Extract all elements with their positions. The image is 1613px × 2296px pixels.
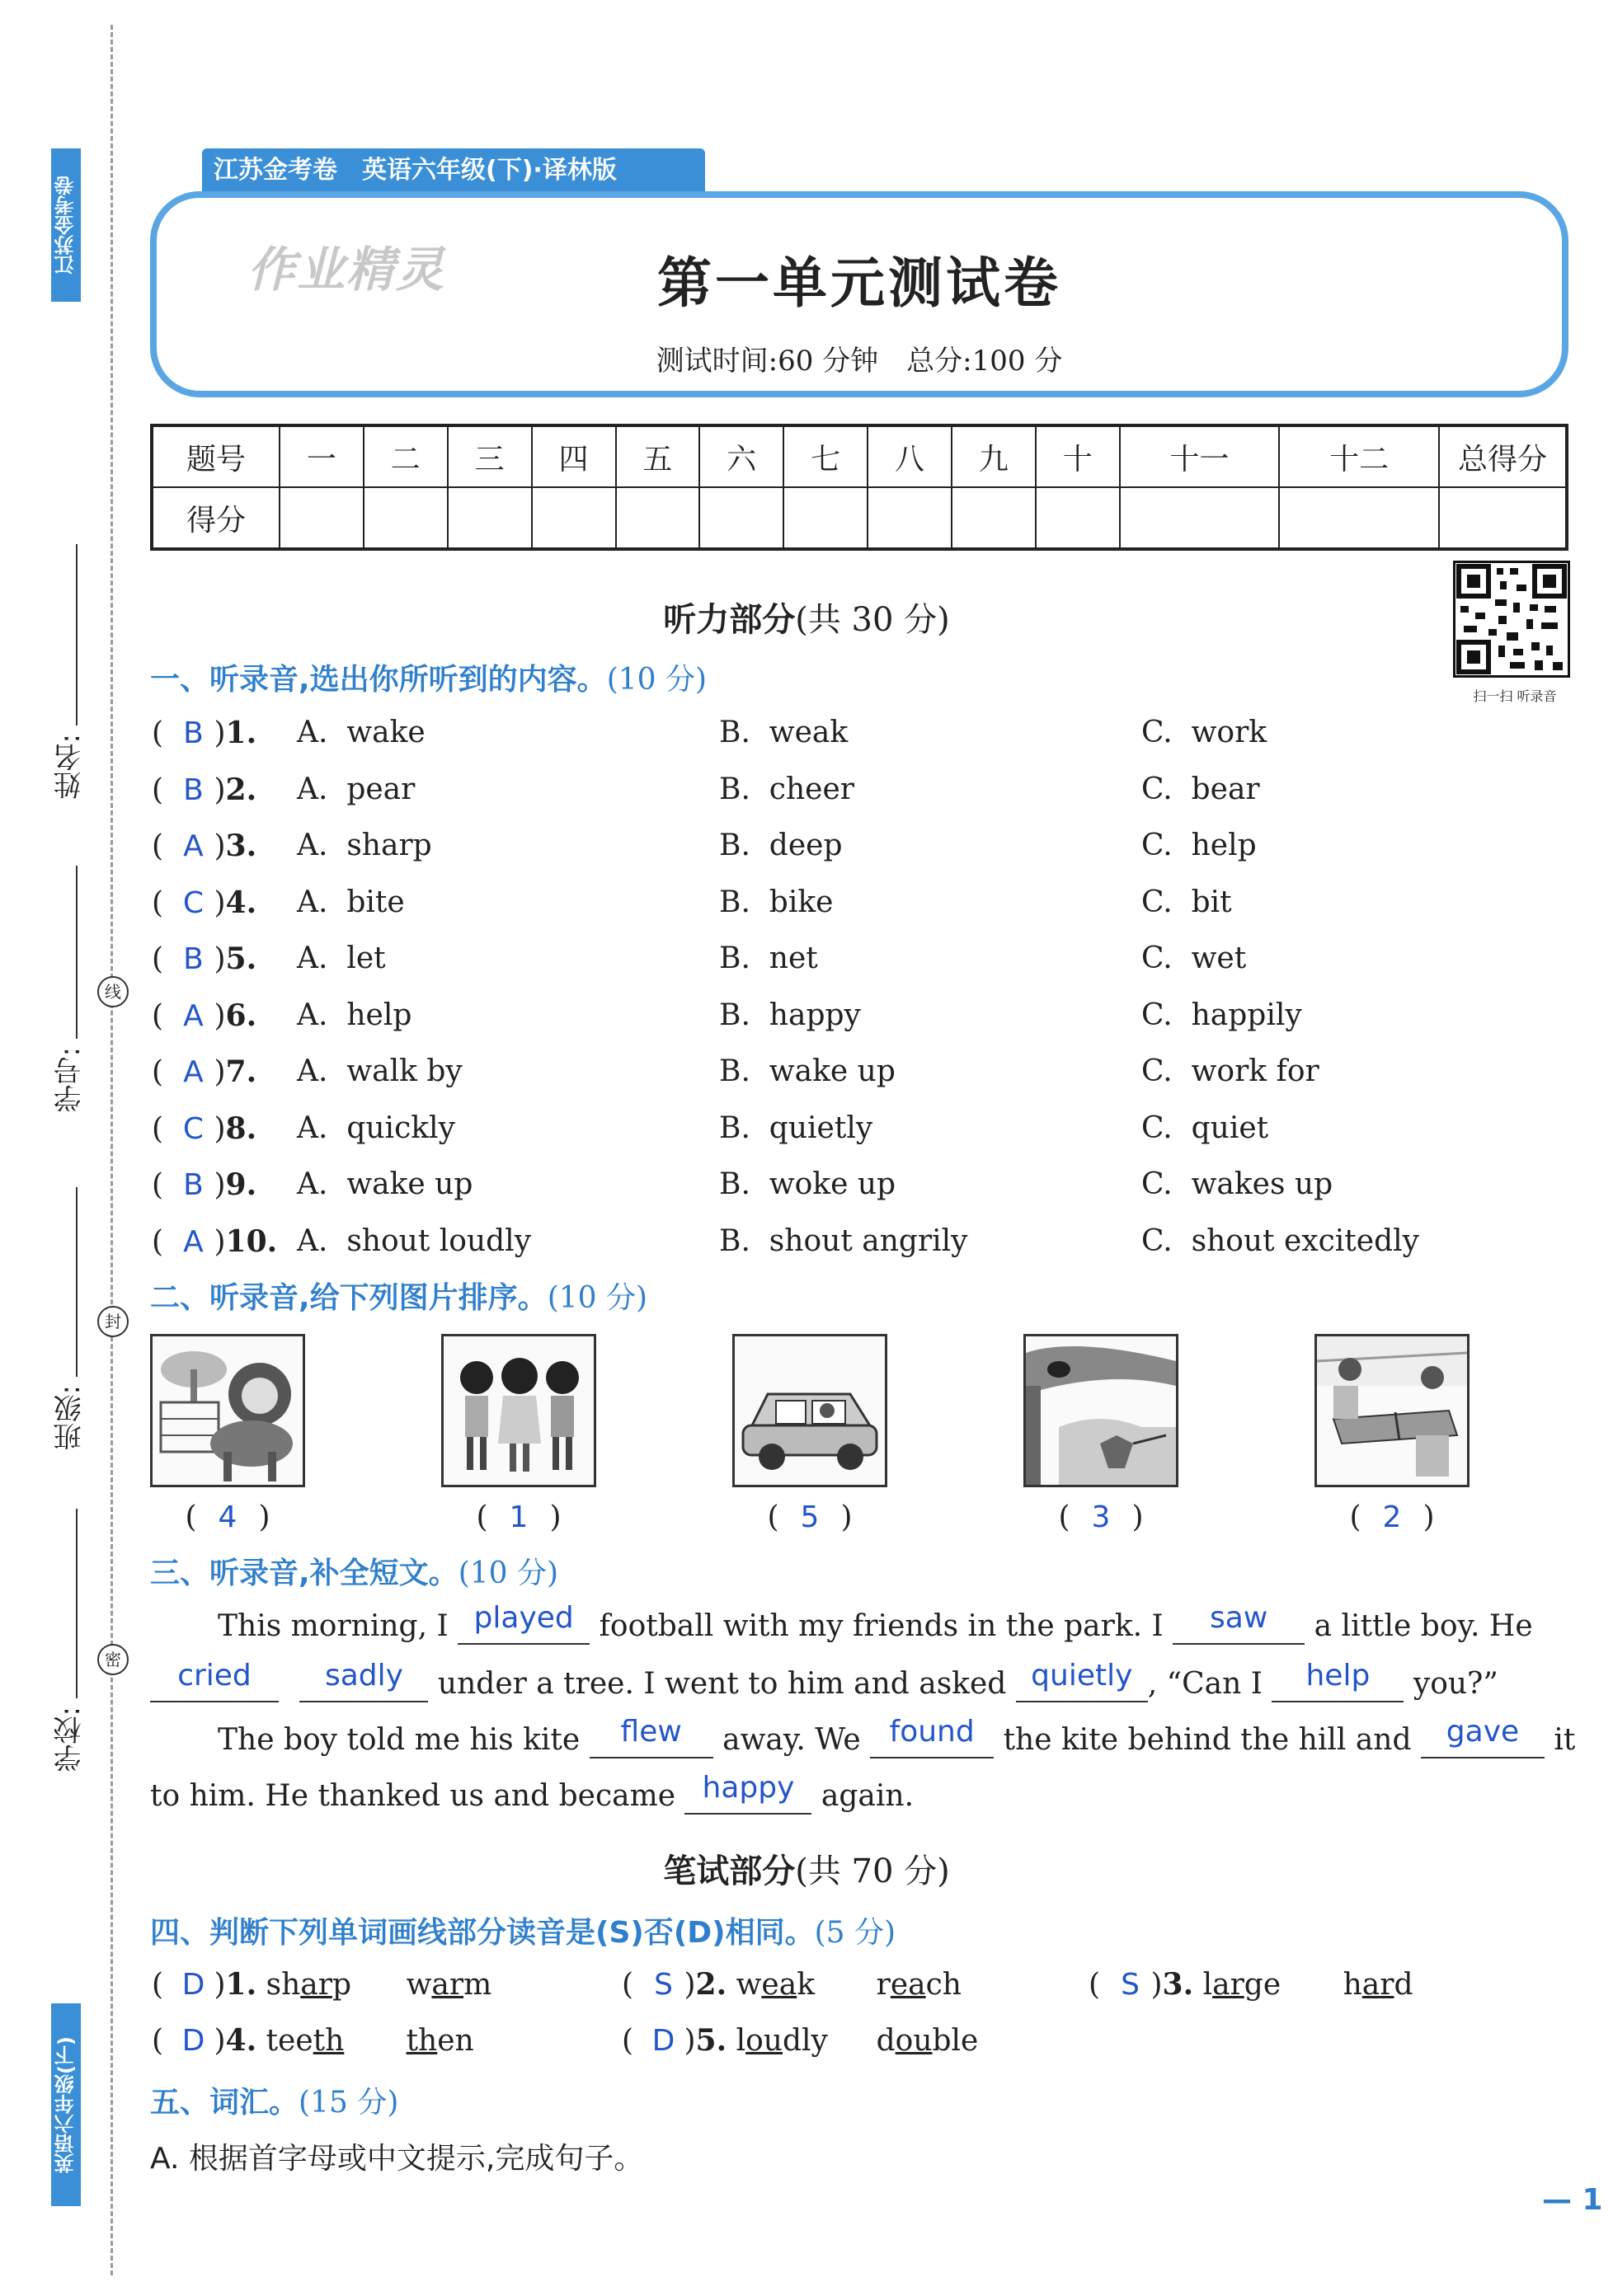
blank-1-answer: played <box>473 1601 574 1635</box>
word-1 <box>266 1968 407 2002</box>
table-cell: 七 <box>783 425 868 487</box>
binding-dashed-line <box>111 25 113 2275</box>
picture-5-answer: 2 <box>1382 1500 1402 1534</box>
answer-choice[interactable]: B <box>183 942 204 976</box>
question-number: ( B )1. <box>152 716 257 750</box>
word-part: m <box>463 1968 492 2002</box>
table-cell: 九 <box>952 425 1036 487</box>
question-number: ( C )4. <box>152 885 257 920</box>
option-a: A. let <box>297 941 386 975</box>
option-c: C. help <box>1141 829 1257 862</box>
word-part: w <box>406 1968 432 2002</box>
section-5-points: (15 分) <box>299 2086 399 2120</box>
pronunciation-item: ( D )1. sharp warm <box>152 1967 492 2002</box>
passage-text: you?” <box>1413 1667 1498 1701</box>
option-a-text: help <box>346 998 412 1032</box>
picture-fox-crow <box>1023 1334 1178 1487</box>
passage-text: , “Can I <box>1147 1667 1263 1701</box>
answer-choice[interactable]: S <box>654 1968 673 2002</box>
blank-5-answer: quietly <box>1031 1659 1133 1693</box>
blank-2[interactable] <box>1173 1601 1305 1645</box>
option-c: C. happily <box>1141 998 1302 1032</box>
underlined-part: th <box>406 2024 438 2058</box>
score-cell[interactable] <box>616 487 700 549</box>
passage-line-3 <box>218 1715 1576 1758</box>
table-cell: 二 <box>364 425 448 487</box>
passage-text: football with my friends in the park. I <box>599 1609 1164 1643</box>
option-c-text: work for <box>1191 1054 1319 1088</box>
word-part: l <box>1202 1968 1213 2002</box>
section-5a-instruction: A. 根据首字母或中文提示,完成句子。 <box>150 2142 644 2176</box>
score-cell[interactable] <box>952 487 1036 549</box>
passage-text: the kite behind the hill and <box>1003 1723 1412 1757</box>
picture-1-order: ( 4 ) <box>185 1500 270 1534</box>
option-c-text: happily <box>1191 998 1302 1032</box>
score-table <box>150 424 1568 551</box>
option-a: A. shout loudly <box>297 1223 532 1258</box>
option-a: A. sharp <box>297 829 432 862</box>
table-cell: 八 <box>868 425 952 487</box>
score-cell[interactable] <box>1036 487 1120 549</box>
table-cell: 总得分 <box>1439 425 1567 487</box>
question-number: ( A )10. <box>152 1223 278 1259</box>
table-cell: 四 <box>532 425 616 487</box>
option-c-text: bear <box>1191 772 1260 806</box>
question-number: ( B )5. <box>152 941 257 976</box>
option-b-text: shout angrily <box>769 1223 968 1258</box>
score-table-score-row <box>152 487 1567 549</box>
word-2 <box>877 2024 979 2058</box>
item-number: 10. <box>225 1223 278 1259</box>
pronunciation-item: ( S )2. weak reach <box>622 1967 962 2002</box>
option-a: A. wake <box>297 716 426 749</box>
table-cell: 得分 <box>152 487 280 549</box>
table-cell: 十 <box>1036 425 1120 487</box>
option-c-text: wakes up <box>1191 1167 1333 1201</box>
underlined-part: ar <box>1361 1968 1394 2002</box>
option-a: A. bite <box>297 885 405 919</box>
passage-text: a little boy. He <box>1314 1609 1533 1643</box>
underlined-part: ar <box>300 1968 332 2002</box>
score-cell[interactable] <box>448 487 532 549</box>
blank-10-answer: happy <box>702 1771 795 1805</box>
item-number: 9. <box>225 1167 257 1202</box>
score-cell[interactable] <box>280 487 364 549</box>
option-a-text: wake up <box>346 1167 473 1201</box>
answer-choice[interactable]: A <box>183 1224 204 1259</box>
page-title: 第一单元测试卷 <box>657 251 1061 315</box>
word-1 <box>1203 1968 1343 2002</box>
picture-4-answer: 3 <box>1091 1500 1111 1534</box>
option-a: A. help <box>297 998 412 1032</box>
table-cell: 一 <box>280 425 364 487</box>
option-b: B. bike <box>719 885 834 919</box>
blank-9-answer: gave <box>1446 1715 1520 1749</box>
class-field-label: 班级: <box>54 1385 87 1451</box>
word-part: k <box>797 1968 816 2002</box>
school-field-label: 学校: <box>54 1707 87 1772</box>
section-2-heading: 二、听录音,给下列图片排序。 <box>150 1281 548 1315</box>
item-number: 7. <box>225 1054 257 1089</box>
score-cell[interactable] <box>364 487 448 549</box>
word-1 <box>736 2024 877 2058</box>
blank-4-answer: sadly <box>324 1659 403 1693</box>
picture-three-kids <box>441 1334 596 1487</box>
question-number: ( A )3. <box>152 829 257 863</box>
pronunciation-item: ( D )5. loudly double <box>622 2023 979 2058</box>
answer-choice[interactable]: A <box>183 998 204 1033</box>
word-part: ch <box>925 1968 962 2002</box>
option-c-text: work <box>1191 716 1267 749</box>
option-a: A. wake up <box>297 1167 473 1201</box>
underlined-part: ea <box>761 1968 797 2002</box>
section-5-title <box>150 2079 398 2121</box>
word-2 <box>1343 1968 1413 2002</box>
option-b: B. deep <box>719 829 843 862</box>
listening-part-label: 听力部分 <box>663 600 796 639</box>
item-number: 6. <box>225 998 257 1033</box>
seal-feng: 封 <box>97 1306 129 1337</box>
blank-6-answer: help <box>1305 1659 1371 1693</box>
blank-5[interactable] <box>1016 1659 1148 1702</box>
underlined-part: ar <box>431 1968 464 2002</box>
blank-7[interactable] <box>590 1715 713 1758</box>
item-number: 2. <box>225 772 257 807</box>
option-a-text: wake <box>346 716 426 749</box>
blank-3[interactable] <box>150 1659 279 1702</box>
series-tab: 江苏金考卷 英语六年级(下)·译林版 <box>202 148 705 193</box>
section-4-title <box>150 1909 896 1951</box>
option-b: B. woke up <box>719 1167 896 1201</box>
item-number: 3. <box>225 829 257 863</box>
word-2 <box>407 2024 474 2058</box>
item-number: 4. <box>225 885 257 920</box>
option-c: C. quiet <box>1141 1110 1269 1145</box>
table-cell: 十一 <box>1120 425 1280 487</box>
word-1 <box>266 2024 407 2058</box>
underlined-part: ou <box>895 2024 933 2058</box>
table-cell: 十二 <box>1279 425 1439 487</box>
option-b: B. net <box>719 941 818 975</box>
picture-3-order: ( 5 ) <box>767 1500 853 1534</box>
item-number: 5. <box>225 941 257 976</box>
underlined-part: ea <box>890 1968 926 2002</box>
option-b: B. wake up <box>719 1054 896 1088</box>
passage-text: to him. He thanked us and became <box>150 1779 676 1813</box>
option-c-text: shout excitedly <box>1191 1223 1419 1258</box>
option-b: B. happy <box>719 998 861 1032</box>
blank-7-answer: flew <box>620 1715 682 1749</box>
option-a-text: sharp <box>346 829 432 862</box>
question-number: ( A )6. <box>152 998 257 1033</box>
option-b-text: quietly <box>769 1110 873 1145</box>
picture-4-order: ( 3 ) <box>1058 1500 1144 1534</box>
picture-2-order: ( 1 ) <box>476 1500 562 1534</box>
item-number: 2. <box>695 1967 727 2002</box>
answer-choice[interactable]: D <box>651 2024 675 2058</box>
answer-choice[interactable]: B <box>183 716 204 750</box>
option-b: B. cheer <box>719 772 854 806</box>
word-part: h <box>1343 1968 1362 2002</box>
option-b-text: happy <box>769 998 861 1032</box>
table-cell: 六 <box>699 425 783 487</box>
underlined-part: th <box>313 2024 345 2058</box>
word-part: ble <box>932 2024 979 2058</box>
answer-choice[interactable]: B <box>183 1168 204 1202</box>
table-cell: 题号 <box>152 425 280 487</box>
score-table-header-row <box>152 425 1567 487</box>
option-c: C. work <box>1141 716 1267 749</box>
word-part: d <box>1394 1968 1413 2002</box>
option-b-text: deep <box>769 829 843 862</box>
passage-line-2 <box>150 1659 1568 1702</box>
section-4-heading: 四、判断下列单词画线部分读音是(S)否(D)相同。 <box>150 1916 815 1950</box>
score-cell[interactable] <box>699 487 783 549</box>
score-cell[interactable] <box>868 487 952 549</box>
side-series-tag: 江苏金考卷 <box>51 148 81 302</box>
seal-xian: 线 <box>97 976 129 1007</box>
listening-part-points: (共 30 分) <box>795 601 950 639</box>
blank-1[interactable] <box>458 1601 590 1645</box>
item-number: 3. <box>1162 1967 1194 2002</box>
option-a-text: pear <box>346 772 416 806</box>
watermark-logo: 作业精灵 <box>247 242 446 298</box>
picture-3-answer: 5 <box>800 1500 820 1534</box>
option-b-text: bike <box>769 885 834 919</box>
side-grade-tag: 英语六年级(下) <box>51 2003 81 2206</box>
word-part: tee <box>266 2024 313 2058</box>
answer-choice[interactable]: A <box>183 829 204 863</box>
score-cell[interactable] <box>532 487 616 549</box>
score-cell[interactable] <box>1279 487 1439 549</box>
writing-part-points: (共 70 分) <box>795 1852 950 1890</box>
word-part: sh <box>266 1968 301 2002</box>
answer-choice[interactable]: A <box>183 1055 204 1089</box>
section-5-heading: 五、词汇。 <box>150 2086 299 2120</box>
school-field-line <box>76 1509 78 1698</box>
writing-part-label: 笔试部分 <box>663 1852 796 1890</box>
item-number: 1. <box>225 716 257 750</box>
word-part: d <box>876 2024 896 2058</box>
option-a: A. walk by <box>297 1054 463 1088</box>
option-c-text: bit <box>1191 885 1232 919</box>
passage-text: away. We <box>722 1723 861 1757</box>
answer-choice[interactable]: C <box>182 1111 205 1146</box>
word-part: p <box>332 1968 351 2002</box>
word-part: r <box>876 1968 891 2002</box>
answer-choice[interactable]: D <box>181 2024 205 2058</box>
word-part: en <box>437 2024 474 2058</box>
passage-text: under a tree. I went to him and asked <box>437 1667 1007 1701</box>
student-id-field-label: 学号: <box>54 1047 87 1113</box>
word-part: w <box>736 1968 762 2002</box>
option-a-text: quickly <box>346 1110 455 1145</box>
question-number: ( B )9. <box>152 1167 257 1202</box>
score-cell[interactable] <box>1439 487 1567 549</box>
score-cell[interactable] <box>783 487 868 549</box>
option-c-text: help <box>1191 829 1257 862</box>
question-number: ( C )8. <box>152 1110 257 1146</box>
picture-5-order: ( 2 ) <box>1349 1500 1435 1534</box>
seal-mi: 密 <box>97 1644 129 1675</box>
section-2-points: (10 分) <box>547 1281 648 1315</box>
option-a-text: shout loudly <box>346 1223 532 1258</box>
answer-choice[interactable]: S <box>1121 1968 1140 2002</box>
option-b-text: wake up <box>769 1054 896 1088</box>
section-4-points: (5 分) <box>814 1916 896 1950</box>
picture-car-driver <box>732 1334 887 1487</box>
answer-choice[interactable]: C <box>182 885 205 920</box>
passage-text: it <box>1554 1723 1576 1757</box>
option-b-text: woke up <box>769 1167 896 1201</box>
table-cell: 三 <box>448 425 532 487</box>
passage-line-4 <box>150 1771 1568 1815</box>
option-b: B. shout angrily <box>719 1223 968 1258</box>
page-number: — 1 <box>1542 2183 1603 2217</box>
word-part: ge <box>1244 1968 1281 2002</box>
word-2 <box>877 1968 962 2002</box>
section-1-heading: 一、听录音,选出你所听到的内容。 <box>150 663 607 697</box>
option-a: A. quickly <box>297 1110 455 1145</box>
item-number: 8. <box>225 1110 257 1146</box>
blank-10[interactable] <box>684 1771 811 1815</box>
underlined-part: ar <box>1212 1968 1244 2002</box>
section-1-title <box>150 656 707 698</box>
picture-2-answer: 1 <box>509 1500 529 1534</box>
option-c-text: wet <box>1191 941 1247 975</box>
option-c: C. wet <box>1141 941 1247 975</box>
blank-2-answer: saw <box>1210 1601 1268 1635</box>
option-b-text: net <box>769 941 818 975</box>
qr-caption: 扫一扫 听录音 <box>1473 688 1557 704</box>
picture-1-answer: 4 <box>218 1500 237 1534</box>
word-1 <box>736 1968 877 2002</box>
passage-text: again. <box>821 1779 915 1813</box>
table-cell: 五 <box>616 425 700 487</box>
answer-choice[interactable]: D <box>181 1968 205 2002</box>
option-b-text: weak <box>769 716 849 749</box>
blank-8-answer: found <box>889 1715 975 1749</box>
passage-line-1 <box>218 1601 1570 1645</box>
score-cell[interactable] <box>1120 487 1280 549</box>
blank-9[interactable] <box>1421 1715 1545 1758</box>
item-number: 5. <box>695 2023 727 2058</box>
blank-4[interactable] <box>299 1659 428 1702</box>
section-3-title <box>150 1550 558 1592</box>
word-2 <box>407 1968 492 2002</box>
picture-lion-zoo <box>150 1334 305 1487</box>
passage-text: The boy told me his kite <box>218 1723 581 1757</box>
answer-choice[interactable]: B <box>183 772 204 807</box>
section-3-heading: 三、听录音,补全短文。 <box>150 1556 459 1590</box>
passage-text: This morning, I <box>218 1609 449 1643</box>
underlined-part: ou <box>745 2024 783 2058</box>
item-number: 1. <box>225 1967 257 2002</box>
option-c-text: quiet <box>1191 1110 1269 1145</box>
option-b: B. weak <box>719 716 849 749</box>
option-c: C. wakes up <box>1141 1167 1333 1201</box>
section-2-title <box>150 1275 647 1317</box>
option-c: C. bit <box>1141 885 1232 919</box>
name-field-label: 姓名: <box>54 734 87 800</box>
option-c: C. shout excitedly <box>1141 1223 1419 1258</box>
picture-table-tennis <box>1314 1334 1470 1487</box>
class-field-line <box>76 1187 78 1377</box>
option-c: C. bear <box>1141 772 1260 806</box>
word-part: l <box>736 2024 746 2058</box>
test-info: 测试时间:60 分钟 总分:100 分 <box>656 345 1063 378</box>
question-number: ( A )7. <box>152 1054 257 1089</box>
option-b-text: cheer <box>769 772 854 806</box>
blank-6[interactable] <box>1272 1659 1404 1702</box>
option-a-text: let <box>346 941 386 975</box>
option-a-text: bite <box>346 885 405 919</box>
item-number: 4. <box>225 2023 257 2058</box>
section-1-points: (10 分) <box>606 663 708 697</box>
pronunciation-item: ( S )3. large hard <box>1089 1967 1413 2002</box>
title-box <box>150 191 1568 397</box>
blank-8[interactable] <box>870 1715 994 1758</box>
word-part: dly <box>782 2024 828 2058</box>
pronunciation-item: ( D )4. teeth then <box>152 2023 474 2058</box>
question-number: ( B )2. <box>152 772 257 807</box>
listening-part-title <box>0 594 1613 641</box>
section-3-points: (10 分) <box>458 1556 559 1590</box>
option-a-text: walk by <box>346 1054 463 1088</box>
option-c: C. work for <box>1141 1054 1319 1088</box>
blank-3-answer: cried <box>177 1659 252 1693</box>
writing-part-title <box>0 1845 1613 1892</box>
option-b: B. quietly <box>719 1110 873 1145</box>
student-id-field-line <box>76 866 78 1039</box>
option-a: A. pear <box>297 772 416 806</box>
